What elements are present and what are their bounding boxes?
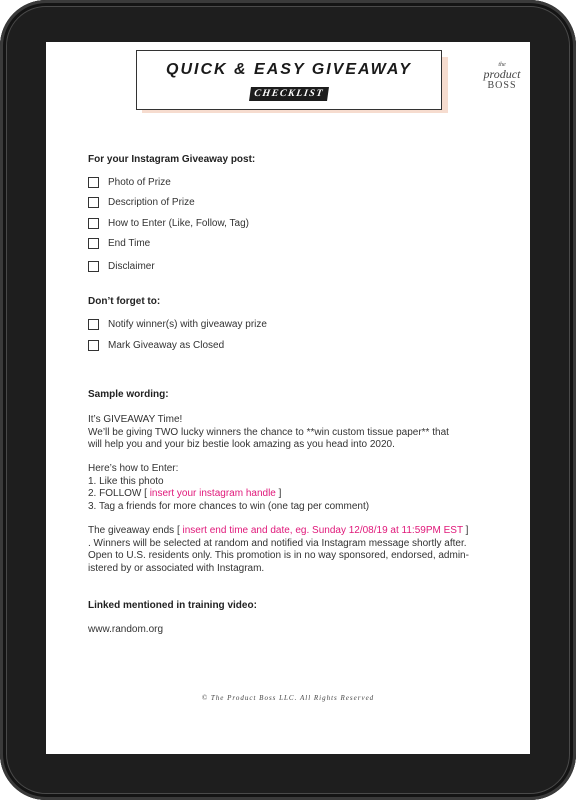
checklist-item-label: Description of Prize: [108, 197, 195, 208]
ends-line: [88, 525, 488, 538]
section-heading-dont-forget: Don’t forget to:: [88, 296, 161, 307]
checklist-item-label: Disclaimer: [108, 261, 155, 272]
checkbox[interactable]: [88, 238, 99, 249]
checklist-item-label: Notify winner(s) with giveaway prize: [108, 319, 267, 330]
section-heading-instagram-post: For your Instagram Giveaway post:: [88, 154, 256, 165]
checkbox[interactable]: [88, 218, 99, 229]
brand-logo: [474, 62, 530, 91]
sample-intro: [88, 414, 488, 452]
checklist-item-label: Mark Giveaway as Closed: [108, 340, 225, 351]
checkbox[interactable]: [88, 319, 99, 330]
step-line: 3. Tag a friends for more chances to win (one tag per comment): [88, 500, 370, 512]
brand-the: the: [498, 62, 506, 68]
sample-intro-line: It’s GIVEAWAY Time!: [88, 414, 183, 425]
section-heading-links: Linked mentioned in training video:: [88, 600, 257, 611]
checklist-item-label: End Time: [108, 238, 151, 249]
brand-product: product: [483, 67, 521, 81]
how-to-enter-steps: [88, 463, 488, 513]
checkbox[interactable]: [88, 261, 99, 272]
checkbox[interactable]: [88, 177, 99, 188]
step-suffix: ]: [275, 488, 282, 499]
document-page: [46, 42, 530, 754]
checkbox[interactable]: [88, 197, 99, 208]
sample-intro-line: We’ll be giving TWO lucky winners the chance to **win custom tissue paper** that: [88, 426, 449, 438]
brand-boss: BOSS: [487, 80, 517, 91]
step-prefix: 2. FOLLOW [: [88, 488, 150, 499]
instagram-handle-placeholder: insert your instagram handle: [149, 488, 276, 499]
checklist-item-label: How to Enter (Like, Follow, Tag): [108, 218, 249, 229]
how-to-enter-title: Here’s how to Enter:: [88, 463, 179, 474]
disclaimer-line: . Winners will be selected at random and notified via Instagram message shortly after.: [88, 537, 467, 549]
sample-intro-line: will help you and your biz bestie look amazing as you head into 2020.: [88, 439, 395, 450]
ends-suffix: ]: [462, 525, 469, 536]
disclaimer-line: istered by or associated with Instagram.: [88, 562, 265, 574]
step-line: [88, 488, 488, 501]
page-footer: © The Product Boss LLC. All Rights Reserved: [201, 694, 375, 702]
page-title: QUICK & EASY GIVEAWAY: [166, 61, 412, 78]
section-heading-sample-wording: Sample wording:: [88, 389, 169, 400]
giveaway-end-paragraph: [88, 525, 488, 575]
step-line: 1. Like this photo: [88, 475, 164, 487]
ends-prefix: The giveaway ends [: [88, 525, 183, 536]
checklist-badge: CHECKLIST: [249, 87, 329, 101]
end-time-placeholder: insert end time and date, eg. Sunday 12/08/19 at 11:59PM EST: [182, 525, 463, 536]
disclaimer-line: Open to U.S. residents only. This promotion is in no way sponsored, endorsed, admin-: [88, 550, 469, 561]
link-url[interactable]: www.random.org: [88, 624, 164, 635]
checkbox[interactable]: [88, 340, 99, 351]
checklist-item-label: Photo of Prize: [108, 177, 171, 188]
header-box: [136, 50, 442, 110]
